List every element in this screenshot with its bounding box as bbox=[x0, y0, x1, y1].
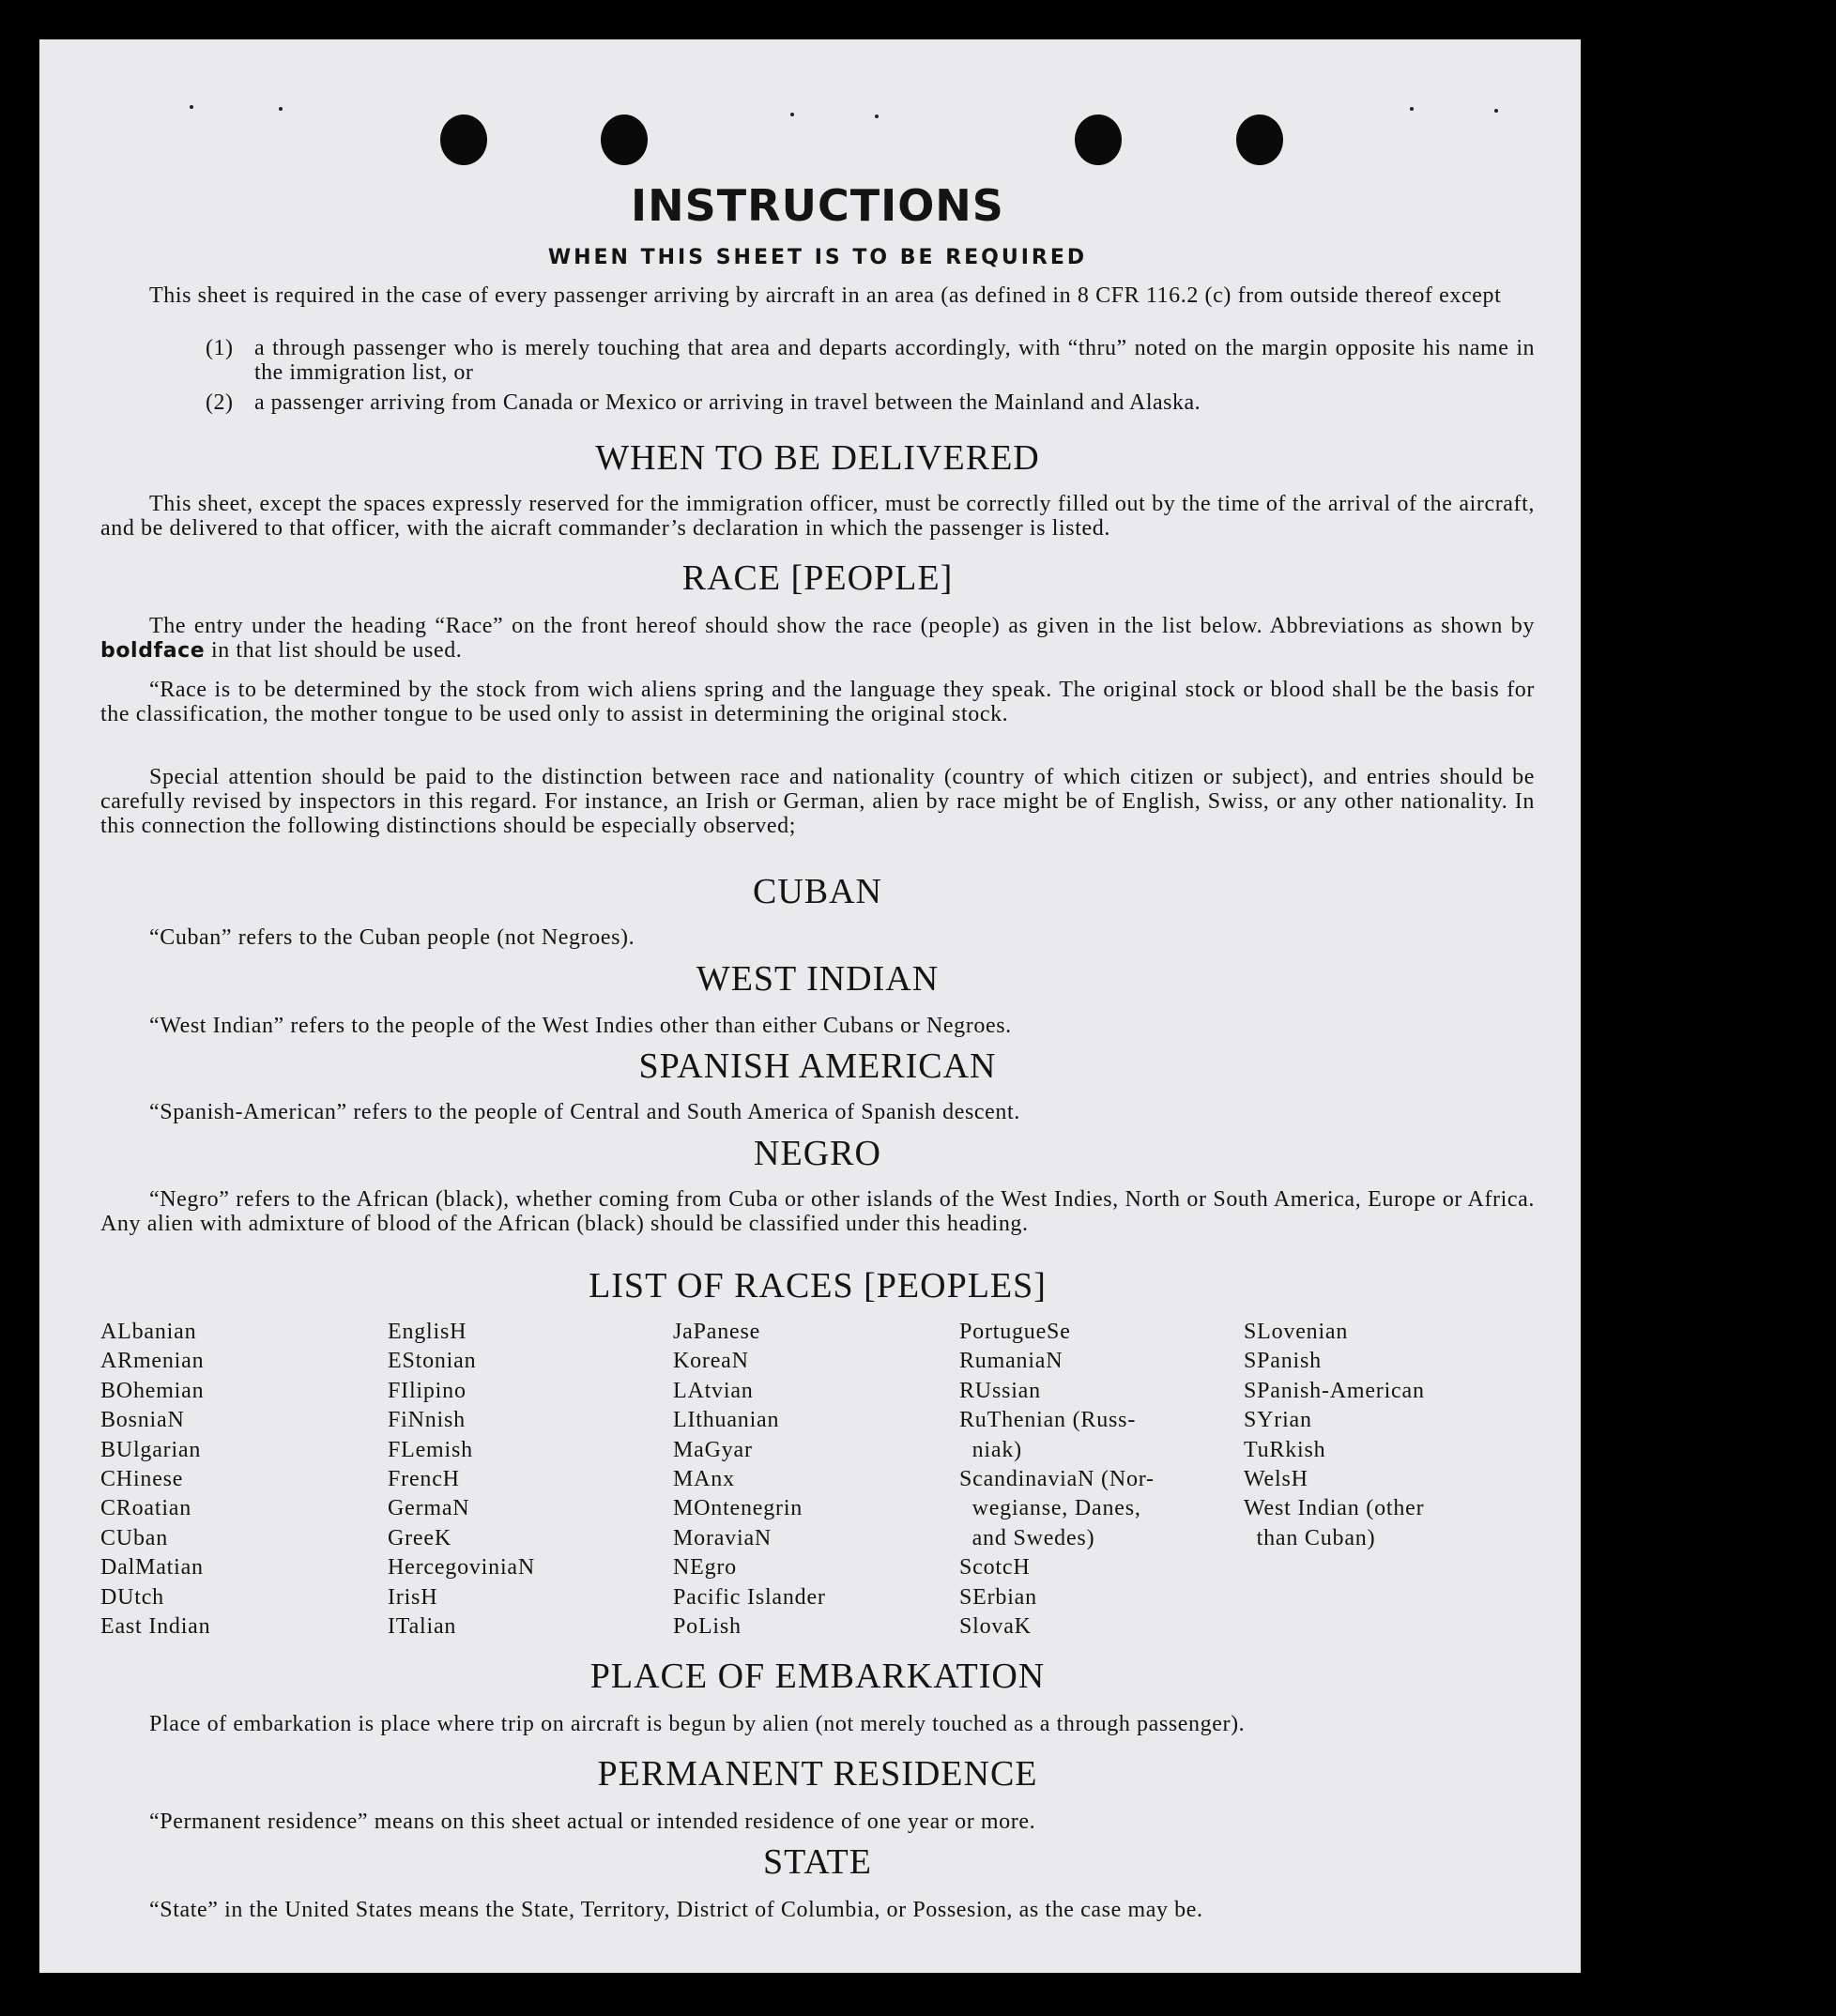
race-list-item: WelsH bbox=[1244, 1467, 1308, 1492]
race-list-item: MaGyar bbox=[673, 1437, 753, 1462]
race-list-item: JaPanese bbox=[673, 1320, 761, 1344]
negro-text: “Negro” refers to the African (black), whether coming from Cuba or other islands of the West Indies, North or South America, Europe or Africa. Any alien with admixture of blood of the African (black) should be classified under this heading. bbox=[100, 1187, 1535, 1236]
race-list-item: BosniaN bbox=[100, 1408, 185, 1433]
race-list-item: KoreaN bbox=[673, 1349, 749, 1374]
race-list-item: ScandinaviaN (Nor- bbox=[959, 1467, 1155, 1492]
spanish-american-text: “Spanish-American” refers to the people of Central and South America of Spanish descent. bbox=[149, 1100, 1020, 1124]
race-list-item: Pacific Islander bbox=[673, 1584, 826, 1610]
section-heading-state: STATE bbox=[763, 1842, 872, 1882]
paper-speck bbox=[1410, 107, 1414, 111]
race-list-item: SlovaK bbox=[959, 1614, 1032, 1640]
embarkation-text: Place of embarkation is place where trip on aircraft is begun by alien (not merely touched as a through passenger). bbox=[149, 1712, 1246, 1736]
punch-hole-2 bbox=[601, 115, 648, 165]
race-list-item: CRoatian bbox=[100, 1496, 192, 1521]
race-column-3 bbox=[673, 1318, 826, 1642]
boldface-word: boldface bbox=[100, 639, 206, 663]
race-list-item: ALbanian bbox=[100, 1320, 197, 1344]
section-heading-list-of-races: LIST OF RACES [PEOPLES] bbox=[589, 1266, 1047, 1306]
race-column-2 bbox=[388, 1318, 535, 1642]
race-list-item: MoraviaN bbox=[673, 1525, 773, 1550]
race-list-item: CUban bbox=[100, 1525, 168, 1550]
residence-text: “Permanent residence” means on this sheet actual or intended residence of one year or more. bbox=[149, 1810, 1036, 1834]
paper-speck bbox=[279, 107, 283, 111]
paper-speck bbox=[875, 115, 879, 118]
section-heading-embarkation: PLACE OF EMBARKATION bbox=[589, 1657, 1046, 1696]
paper-speck bbox=[790, 113, 794, 116]
required-intro: This sheet is required in the case of every passenger arriving by aircraft in an area (as defined in 8 CFR 116.2 (c) from outside thereof except bbox=[149, 283, 1502, 308]
race-list-item: ScotcH bbox=[959, 1555, 1031, 1581]
page-subtitle: WHEN THIS SHEET IS TO BE REQUIRED bbox=[547, 246, 1088, 269]
punch-hole-4 bbox=[1236, 115, 1283, 165]
paper-speck bbox=[1494, 109, 1498, 113]
race-list-item: BOhemian bbox=[100, 1378, 205, 1403]
race-list-item: SLovenian bbox=[1244, 1320, 1349, 1344]
race-list-item: SPanish-American bbox=[1244, 1378, 1425, 1403]
section-heading-spanish-american: SPANISH AMERICAN bbox=[638, 1046, 997, 1086]
paper-speck bbox=[190, 105, 193, 109]
race-list-item: than Cuban) bbox=[1244, 1525, 1376, 1550]
state-text: “State” in the United States means the State, Territory, District of Columbia, or Possesion, as the case may be. bbox=[149, 1898, 1203, 1922]
race-list-item: SErbian bbox=[959, 1584, 1037, 1610]
race-list-item: EStonian bbox=[388, 1349, 477, 1374]
race-list-item: SPanish bbox=[1244, 1349, 1322, 1374]
race-list-item: BUlgarian bbox=[100, 1437, 202, 1462]
race-column-1 bbox=[100, 1318, 210, 1642]
race-list-item: DUtch bbox=[100, 1584, 164, 1610]
race-list-item: MOntenegrin bbox=[673, 1496, 803, 1521]
race-column-4 bbox=[959, 1318, 1155, 1642]
race-list-item: wegianse, Danes, bbox=[959, 1496, 1141, 1521]
delivered-text: This sheet, except the spaces expressly reserved for the immigration officer, must be correctly filled out by the time of the arrival of the aircraft, and be delivered to that officer, with the aicraft commander’s declaration in which the passenger is listed. bbox=[100, 492, 1535, 541]
race-list-item: GreeK bbox=[388, 1525, 451, 1550]
race-list-item: CHinese bbox=[100, 1467, 184, 1492]
race-list-item: ITalian bbox=[388, 1614, 457, 1640]
section-heading-cuban: CUBAN bbox=[752, 872, 883, 911]
race-list-item: GermaN bbox=[388, 1496, 470, 1521]
section-heading-west-indian: WEST INDIAN bbox=[696, 959, 940, 999]
race-list-item: EnglisH bbox=[388, 1320, 467, 1344]
race-list-item: PortugueSe bbox=[959, 1320, 1071, 1344]
race-list-item: RUssian bbox=[959, 1378, 1041, 1403]
race-paragraph-1: The entry under the heading “Race” on the front hereof should show the race (people) as given in the list below. Abbreviations as shown by boldface in that list should be used. bbox=[100, 614, 1535, 663]
race-list-item: HercegoviniaN bbox=[388, 1555, 536, 1581]
section-heading-residence: PERMANENT RESIDENCE bbox=[597, 1754, 1038, 1794]
page-title: INSTRUCTIONS bbox=[631, 180, 1004, 231]
race-list-item: LAtvian bbox=[673, 1378, 754, 1403]
race-list-item: MAnx bbox=[673, 1467, 735, 1492]
exception-item-2: (2) a passenger arriving from Canada or Mexico or arriving in travel between the Mainland and Alaska. bbox=[206, 390, 1201, 415]
race-paragraph-3: Special attention should be paid to the distinction between race and nationality (country of which citizen or subject), and entries should be carefully revised by inspectors in this regard. For instance, an Irish or German, alien by race might be of English, Swiss, or any other nationality. In this connection the following distinctions should be especially observed; bbox=[100, 765, 1535, 838]
race-list-item: West Indian (other bbox=[1244, 1496, 1425, 1521]
race-paragraph-2: “Race is to be determined by the stock from wich aliens spring and the language they speak. The original stock or blood shall be the basis for the classification, the mother tongue to be used only to assist in determining the original stock. bbox=[100, 678, 1535, 726]
cuban-text: “Cuban” refers to the Cuban people (not Negroes). bbox=[149, 925, 635, 950]
section-heading-race: RACE [PEOPLE] bbox=[681, 558, 954, 598]
race-list-item: SYrian bbox=[1244, 1408, 1312, 1433]
punch-hole-1 bbox=[440, 115, 487, 165]
race-list-item: IrisH bbox=[388, 1584, 438, 1610]
race-list-item: TuRkish bbox=[1244, 1437, 1326, 1462]
race-list-item: East Indian bbox=[100, 1614, 211, 1640]
race-list-item: FIlipino bbox=[388, 1378, 467, 1403]
race-list-item: PoLish bbox=[673, 1614, 742, 1640]
race-list-item: and Swedes) bbox=[959, 1525, 1095, 1550]
race-list-item: RumaniaN bbox=[959, 1349, 1063, 1374]
race-list-item: DalMatian bbox=[100, 1555, 204, 1581]
instruction-sheet bbox=[39, 39, 1581, 1973]
race-list-item: FrencH bbox=[388, 1467, 460, 1492]
race-list-item: ARmenian bbox=[100, 1349, 205, 1374]
race-list-item: FLemish bbox=[388, 1437, 473, 1462]
race-column-5 bbox=[1244, 1318, 1425, 1553]
race-list-item: FiNnish bbox=[388, 1408, 466, 1433]
west-indian-text: “West Indian” refers to the people of the West Indies other than either Cubans or Negroes. bbox=[149, 1014, 1012, 1038]
section-heading-negro: NEGRO bbox=[754, 1134, 881, 1173]
section-heading-delivered: WHEN TO BE DELIVERED bbox=[595, 438, 1040, 478]
exception-item-1: (1) a through passenger who is merely touching that area and departs accordingly, with “thru” noted on the margin opposite his name in the immigration list, or bbox=[206, 336, 1535, 385]
race-list-item: niak) bbox=[959, 1437, 1022, 1462]
race-list-item: NEgro bbox=[673, 1555, 737, 1581]
race-list-item: LIthuanian bbox=[673, 1408, 780, 1433]
punch-hole-3 bbox=[1075, 115, 1122, 165]
race-list-item: RuThenian (Russ- bbox=[959, 1408, 1137, 1433]
